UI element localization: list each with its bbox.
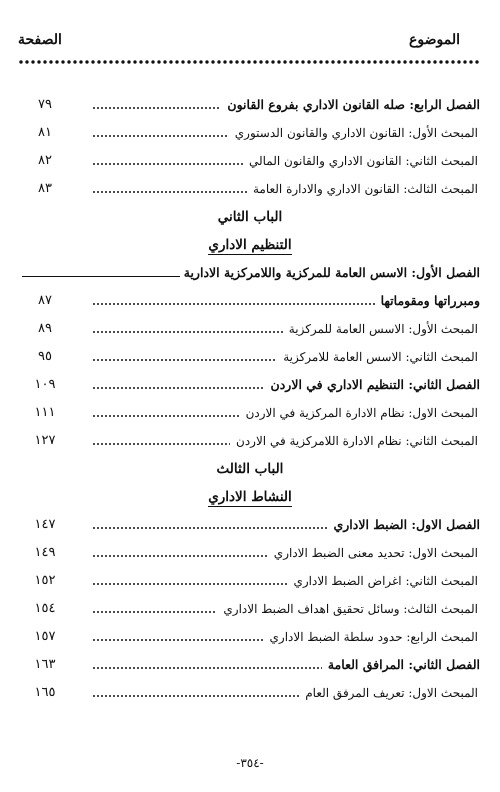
section-title: المبحث الاول: تعريف المرفق العام bbox=[305, 686, 478, 700]
leader-dots bbox=[92, 611, 217, 613]
toc-page-number: ٨٧ bbox=[38, 293, 52, 308]
leader-dots bbox=[92, 639, 264, 641]
toc-page-number: ٨٢ bbox=[38, 153, 52, 168]
section-title: المبحث الاول: نظام الادارة المركزية في الاردن bbox=[245, 406, 478, 420]
toc-entry bbox=[0, 654, 500, 676]
toc-entry bbox=[0, 514, 500, 536]
section-title: المبحث الرابع: حدود سلطة الضبط الاداري bbox=[269, 630, 478, 644]
toc-page-number: ٨٣ bbox=[38, 181, 52, 196]
dotted-separator bbox=[18, 58, 480, 66]
toc-entry bbox=[0, 598, 500, 620]
part-subtitle bbox=[0, 234, 500, 256]
section-title: المبحث الأول: القانون الاداري والقانون الدستوري bbox=[234, 126, 478, 140]
leader-dots bbox=[92, 667, 322, 669]
section-title: المبحث الثاني: اغراض الضبط الاداري bbox=[293, 574, 478, 588]
toc-page-number: ٩٥ bbox=[38, 349, 52, 364]
chapter-title: الفصل الثاني: المرافق العامة bbox=[327, 657, 480, 672]
toc-page-number: ١١١ bbox=[34, 405, 56, 420]
leader-dots bbox=[92, 555, 268, 557]
chapter-title: الفصل الأول: الاسس العامة للمركزية واللامركزية الادارية bbox=[183, 265, 480, 280]
part-heading-text: التنظيم الاداري bbox=[208, 237, 292, 253]
toc-entry bbox=[0, 94, 500, 116]
section-title: المبحث الثاني: القانون الاداري والقانون المالي bbox=[248, 154, 478, 168]
toc-entry bbox=[0, 150, 500, 172]
toc-entry bbox=[0, 206, 500, 228]
page-column-header: الصفحة bbox=[18, 32, 62, 48]
section-title: المبحث الثالث: القانون الاداري والادارة العامة bbox=[252, 182, 478, 196]
toc-page-number: ١٠٩ bbox=[34, 377, 56, 392]
leader-dots bbox=[92, 191, 247, 193]
toc-entry bbox=[0, 682, 500, 704]
toc-entry bbox=[0, 234, 500, 256]
section-title: المبحث الأول: الاسس العامة للمركزية bbox=[288, 322, 478, 336]
toc-entry bbox=[0, 374, 500, 396]
leader-dots bbox=[92, 303, 375, 305]
leader-dots bbox=[92, 163, 243, 165]
chapter-title: الفصل الاول: الضبط الاداري bbox=[333, 517, 480, 532]
toc-entry bbox=[0, 402, 500, 424]
toc-entry bbox=[0, 262, 500, 284]
part-heading-text: الباب الثالث bbox=[216, 461, 284, 477]
toc-page-number: ٧٩ bbox=[38, 97, 52, 112]
part-title bbox=[0, 458, 500, 480]
section-title: المبحث الثاني: نظام الادارة اللامركزية في الاردن bbox=[236, 434, 478, 448]
leader-dots bbox=[92, 415, 240, 417]
section-title: المبحث الثالث: وسائل تحقيق اهداف الضبط الاداري bbox=[223, 602, 478, 616]
section-title: المبحث الثاني: الاسس العامة للامركزية bbox=[283, 350, 478, 364]
part-heading-text: النشاط الاداري bbox=[208, 489, 292, 505]
toc-page-number: ١٥٤ bbox=[34, 601, 56, 616]
leader-dots bbox=[92, 107, 221, 109]
toc-entry bbox=[0, 122, 500, 144]
leader-dots bbox=[92, 331, 283, 333]
leader-dots bbox=[92, 695, 299, 697]
part-subtitle bbox=[0, 486, 500, 508]
toc-page-number: ١٦٣ bbox=[34, 657, 56, 672]
leader-dots bbox=[92, 387, 265, 389]
leader-dots bbox=[92, 443, 230, 445]
toc-entry bbox=[0, 486, 500, 508]
leader-dots bbox=[92, 527, 327, 529]
toc-entry bbox=[0, 290, 500, 312]
page-number: -٣٥٤- bbox=[236, 756, 264, 770]
toc-page-number: ١٢٧ bbox=[34, 433, 56, 448]
topic-column-header: الموضوع bbox=[409, 32, 460, 48]
leader-dots bbox=[92, 583, 287, 585]
chapter-title: الفصل الثاني: التنظيم الاداري في الاردن bbox=[270, 377, 480, 392]
toc-page-number: ١٥٧ bbox=[34, 629, 56, 644]
toc-page-number: ١٤٩ bbox=[34, 545, 56, 560]
toc-entry bbox=[0, 178, 500, 200]
toc-entry bbox=[0, 430, 500, 452]
toc-entry bbox=[0, 570, 500, 592]
toc-page-number: ١٥٢ bbox=[34, 573, 56, 588]
toc-entry bbox=[0, 458, 500, 480]
leader-dots bbox=[92, 359, 277, 361]
toc-entry bbox=[0, 626, 500, 648]
justification-line bbox=[22, 276, 180, 277]
chapter-title: الفصل الرابع: صله القانون الاداري بفروع القانون bbox=[227, 97, 480, 112]
toc-page-number: ٨٩ bbox=[38, 321, 52, 336]
toc-entry bbox=[0, 346, 500, 368]
toc-page-number: ١٦٥ bbox=[34, 685, 56, 700]
toc-page-number: ٨١ bbox=[38, 125, 52, 140]
chapter-title: ومبرراتها ومقوماتها bbox=[380, 293, 480, 308]
leader-dots bbox=[92, 135, 229, 137]
toc-page-number: ١٤٧ bbox=[34, 517, 56, 532]
section-title: المبحث الاول: تحديد معنى الضبط الاداري bbox=[273, 546, 478, 560]
toc-entry bbox=[0, 542, 500, 564]
part-heading-text: الباب الثاني bbox=[217, 209, 283, 225]
toc-entry bbox=[0, 318, 500, 340]
part-title bbox=[0, 206, 500, 228]
